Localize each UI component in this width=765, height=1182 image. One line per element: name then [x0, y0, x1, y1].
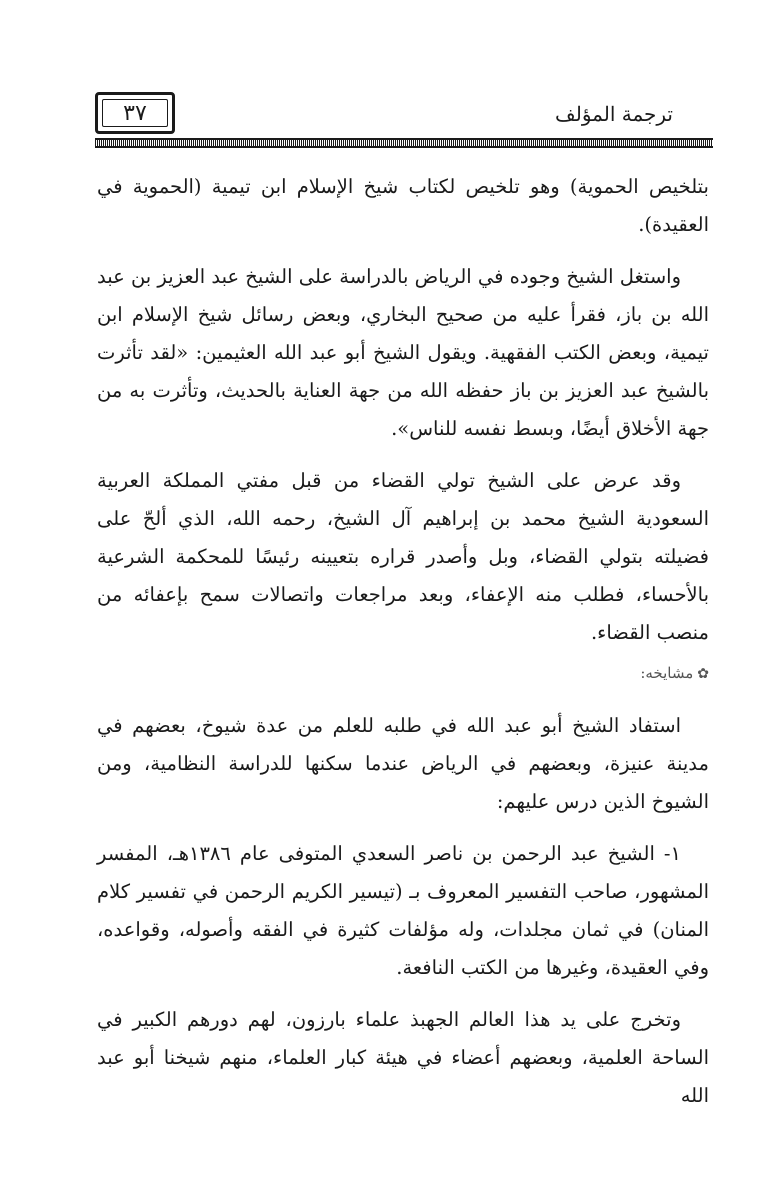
paragraph-4: استفاد الشيخ أبو عبد الله في طلبه للعلم من عدة شيوخ، بعضهم في مدينة عنيزة، وبعضهم في الرياض عندما سكنها للدراسة النظامية، ومن الشيوخ الذين درس عليهم: — [97, 714, 709, 813]
running-title: ترجمة المؤلف — [555, 102, 673, 126]
paragraph-5: ١- الشيخ عبد الرحمن بن ناصر السعدي المتوفى عام ١٣٨٦هـ، المفسر المشهور، صاحب التفسير المعروف بـ (تيسير الكريم الرحمن في تفسير كلام المنان) في ثمان مجلدات، وله مؤلفات كثيرة في الفقه وأصوله، وقواعده، وفي العقيدة، وغيرها من الكتب النافعة. — [97, 842, 709, 979]
page-body — [97, 168, 709, 1129]
page-header — [95, 92, 713, 150]
header-rule — [95, 138, 713, 148]
page-number-frame — [95, 92, 175, 134]
section-heading — [97, 658, 709, 689]
page-number: ٣٧ — [123, 101, 147, 126]
paragraph-3: وقد عرض على الشيخ تولي القضاء من قبل مفتي المملكة العربية السعودية الشيخ محمد بن إبراهيم آل الشيخ، رحمه الله، الذي ألحّ على فضيلته بتولي القضاء، وبل وأصدر قراره بتعيينه رئيسًا للمحكمة الشرعية بالأحساء، فطلب منه الإعفاء، وبعد مراجعات واتصالات سمح بإعفائه من منصب القضاء. — [97, 469, 709, 644]
paragraph-6: وتخرج على يد هذا العالم الجهبذ علماء بارزون، لهم دورهم الكبير في الساحة العلمية، وبعضهم أعضاء في هيئة كبار العلماء، منهم شيخنا أبو عبد الله — [97, 1008, 709, 1107]
flower-ornament-icon: ✿ — [697, 666, 709, 682]
paragraph-2: واستغل الشيخ وجوده في الرياض بالدراسة على الشيخ عبد العزيز بن عبد الله بن باز، فقرأ عليه من صحيح البخاري، وبعض رسائل شيخ الإسلام ابن تيمية، وبعض الكتب الفقهية. ويقول الشيخ أبو عبد الله العثيمين: «لقد تأثرت بالشيخ عبد العزيز بن باز حفظه الله من جهة العناية بالحديث، وتأثرت به من جهة الأخلاق أيضًا، وبسط نفسه للناس». — [97, 265, 709, 440]
paragraph-1: بتلخيص الحموية) وهو تلخيص لكتاب شيخ الإسلام ابن تيمية (الحموية في العقيدة). — [97, 175, 709, 236]
section-heading-text: مشايخه: — [640, 664, 694, 682]
